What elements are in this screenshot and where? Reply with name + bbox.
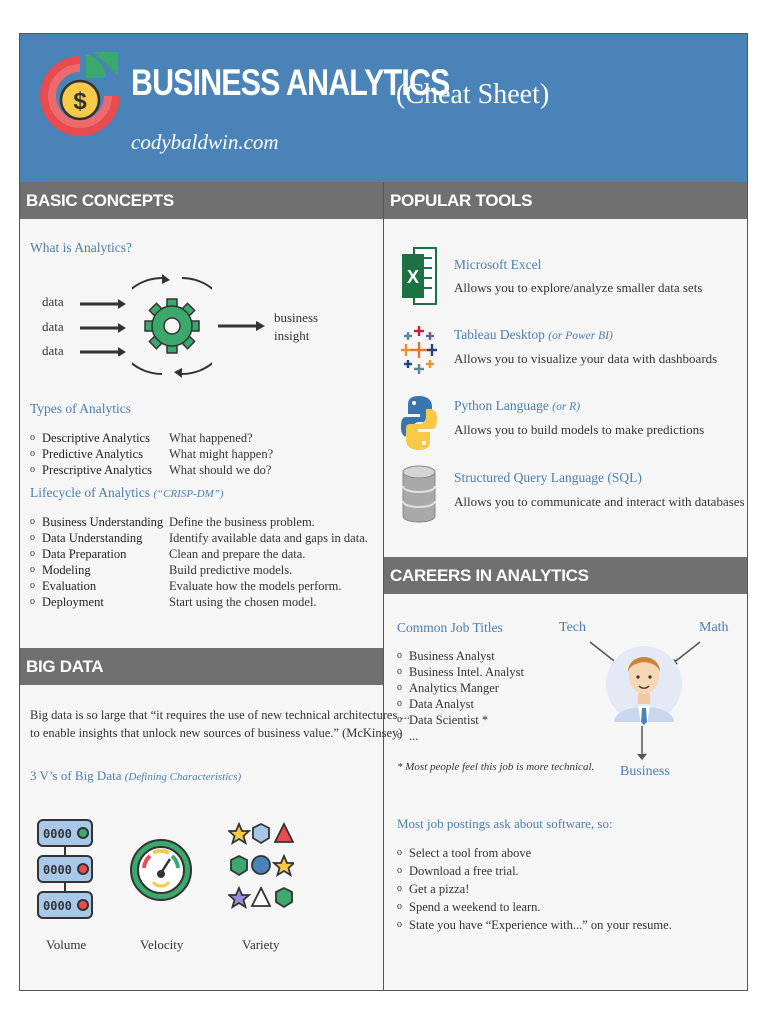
server-stack-icon	[36, 818, 94, 920]
list-item: o Business Intel. Analyst	[397, 664, 524, 680]
tool-desc-sql: Allows you to communicate and interact with databases	[454, 494, 745, 509]
postings-heading: Most job postings ask about software, so:	[397, 816, 613, 831]
list-item	[30, 546, 368, 562]
list-item-desc: What happened?	[169, 431, 253, 445]
lifecycle-title	[30, 485, 224, 501]
page-title: BUSINESS ANALYTICS	[131, 62, 450, 103]
list-item	[30, 562, 368, 578]
tool-name-excel	[454, 257, 541, 273]
list-item: o ...	[397, 728, 524, 744]
list-item	[30, 578, 368, 594]
three-vs-title-text: 3 V’s of Big Data	[30, 768, 122, 783]
arrows-icon	[78, 296, 130, 356]
arrow-right-icon	[218, 320, 266, 332]
lifecycle-title-text: Lifecycle of Analytics	[30, 485, 150, 500]
tool-name-sql	[454, 470, 642, 486]
section-heading-basic-concepts: BASIC CONCEPTS	[20, 182, 383, 219]
tool-name-python-text: Python Language	[454, 398, 549, 413]
data-input-label: data	[42, 319, 64, 334]
list-item-desc: What should we do?	[169, 463, 272, 477]
list-item: o Select a tool from above	[397, 844, 672, 862]
list-item	[30, 514, 368, 530]
tool-desc-python: Allows you to build models to make predictions	[454, 422, 705, 437]
list-item-desc: Clean and prepare the data.	[169, 547, 306, 561]
tool-name-excel-text: Microsoft Excel	[454, 257, 542, 272]
v-label-volume: Volume	[46, 937, 87, 952]
gear-cycle-icon	[132, 268, 212, 384]
list-item-desc: Build predictive models.	[169, 563, 293, 577]
page-subtitle: (Cheat Sheet)	[396, 79, 550, 110]
excel-icon	[400, 246, 438, 306]
list-item	[30, 462, 273, 478]
types-of-analytics-title: Types of Analytics	[30, 401, 132, 416]
tableau-icon	[401, 324, 437, 380]
database-icon	[402, 464, 436, 524]
three-vs-title	[30, 768, 241, 784]
list-item-term: Data Understanding	[42, 531, 143, 545]
list-item-term: Prescriptive Analytics	[42, 463, 153, 477]
tool-name-python	[454, 398, 580, 414]
three-vs-note: (Defining Characteristics)	[124, 771, 242, 783]
big-data-description: Big data is so large that “it requires the use of new technical architectures ...	[30, 708, 410, 722]
website-link[interactable]: codybaldwin.com	[131, 130, 279, 154]
list-item-term: Business Understanding	[42, 515, 164, 529]
list-item-desc: Evaluate how the models perform.	[169, 579, 342, 593]
list-item-term: Evaluation	[42, 579, 97, 593]
diagram-label-business: Business	[620, 764, 670, 779]
list-item-term: Modeling	[42, 563, 91, 577]
section-heading-big-data: BIG DATA	[20, 648, 383, 685]
list-item-desc: Identify available data and gaps in data.	[169, 531, 368, 545]
cheat-sheet	[19, 33, 748, 991]
header-banner	[20, 34, 747, 182]
list-item-desc: Define the business problem.	[169, 515, 315, 529]
tool-desc-tableau: Allows you to visualize your data with dashboards	[454, 351, 718, 366]
data-input-label: data	[42, 343, 64, 358]
tool-desc-excel: Allows you to explore/analyze smaller data sets	[454, 280, 703, 295]
v-label-velocity: Velocity	[140, 937, 184, 952]
v-label-variety: Variety	[242, 937, 280, 952]
section-heading-popular-tools: POPULAR TOOLS	[384, 182, 747, 219]
job-titles-footnote: * Most people feel this job is more technical.	[397, 761, 595, 773]
diagram-label-tech: Tech	[559, 620, 587, 635]
lifecycle-title-note: (“CRISP-DM”)	[153, 488, 224, 500]
list-item: o Spend a weekend to learn.	[397, 898, 672, 916]
list-item: o Download a free trial.	[397, 862, 672, 880]
job-titles-heading: Common Job Titles	[397, 620, 503, 635]
dollar-chart-icon	[34, 48, 126, 144]
title-block	[131, 62, 550, 110]
what-is-analytics-title: What is Analytics?	[30, 240, 132, 255]
big-data-description-2: to enable insights that unlock new sources of business value.” (McKinsey)	[30, 726, 403, 740]
volume-digits: 0000	[43, 863, 72, 877]
list-item	[30, 594, 368, 610]
list-item: o Analytics Manger	[397, 680, 524, 696]
svg-text:X: X	[406, 267, 420, 287]
data-input-label: data	[42, 294, 64, 309]
tool-note-python: (or R)	[552, 401, 581, 413]
list-item	[30, 446, 273, 462]
list-item-desc: Start using the chosen model.	[169, 595, 317, 609]
job-titles-list	[397, 648, 524, 744]
list-item: o Business Analyst	[397, 648, 524, 664]
person-avatar-icon	[606, 646, 682, 725]
tool-name-sql-text: Structured Query Language (SQL)	[454, 470, 642, 485]
tool-note-tableau: (or Power BI)	[548, 330, 613, 342]
diagram-label-math: Math	[699, 620, 729, 635]
speedometer-icon	[128, 818, 194, 922]
list-item: o Get a pizza!	[397, 880, 672, 898]
list-item-term: Deployment	[42, 595, 104, 609]
postings-list	[397, 844, 672, 934]
volume-digits: 0000	[43, 827, 72, 841]
list-item: o Data Scientist *	[397, 712, 524, 728]
list-item-term: Data Preparation	[42, 547, 127, 561]
shapes-icon	[228, 822, 294, 918]
list-item-desc: What might happen?	[169, 447, 274, 461]
list-item: o State you have “Experience with...” on your resume.	[397, 916, 672, 934]
business-insight-label: business insight	[274, 310, 319, 343]
tool-name-tableau-text: Tableau Desktop	[454, 327, 545, 342]
lifecycle-list	[30, 514, 368, 610]
tool-name-tableau	[454, 327, 613, 343]
list-item: o Data Analyst	[397, 696, 524, 712]
list-item	[30, 430, 273, 446]
list-item	[30, 530, 368, 546]
svg-text:$: $	[73, 88, 87, 115]
section-heading-careers: CAREERS IN ANALYTICS	[384, 557, 747, 594]
list-item-term: Descriptive Analytics	[42, 431, 150, 445]
list-item-term: Predictive Analytics	[42, 447, 144, 461]
volume-digits: 0000	[43, 899, 72, 913]
types-list	[30, 430, 273, 478]
career-diagram	[580, 630, 710, 760]
python-icon	[400, 394, 438, 452]
